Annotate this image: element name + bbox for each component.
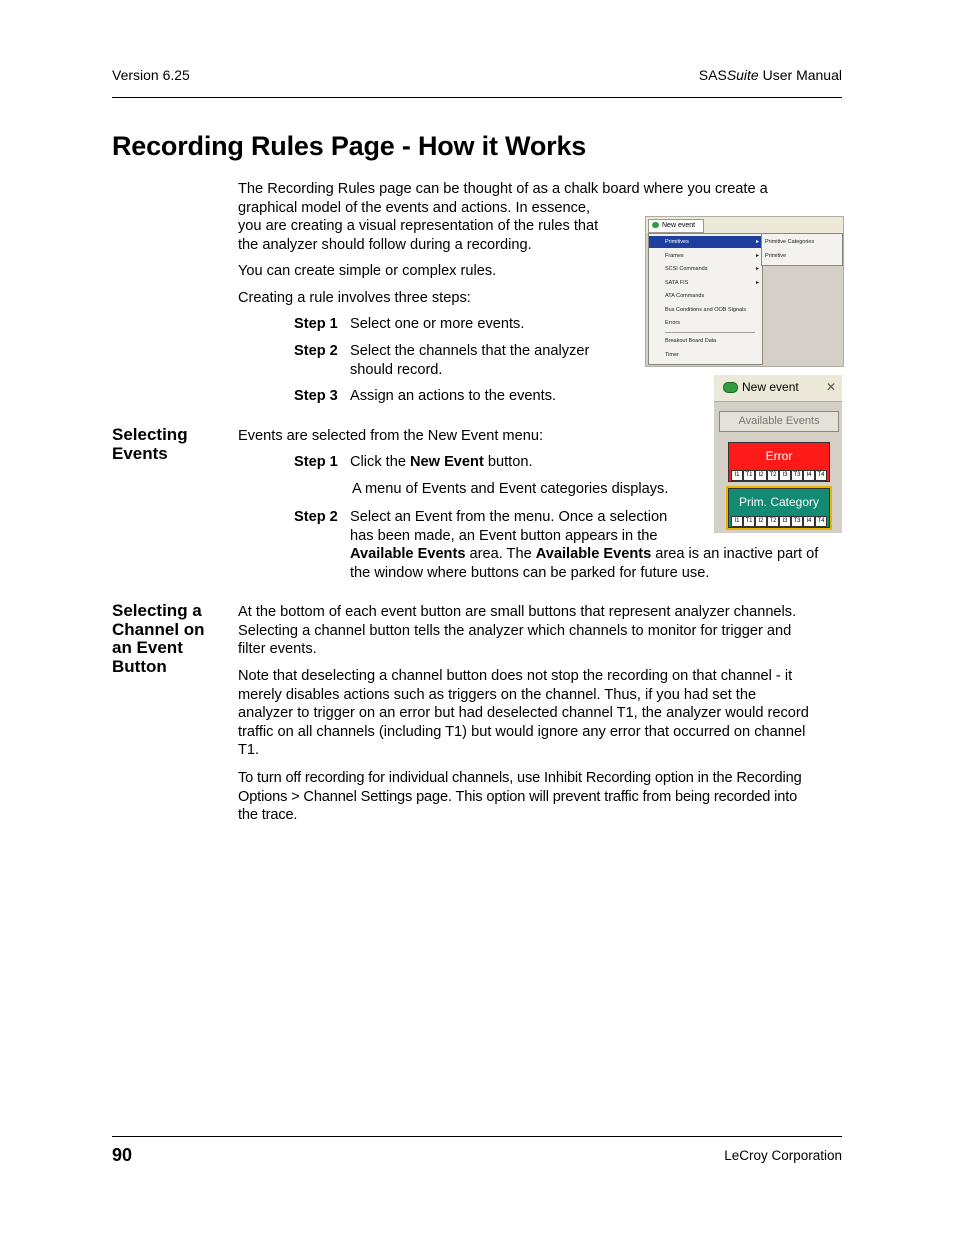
event-menu <box>648 233 763 365</box>
new-event-button[interactable]: New event <box>648 219 704 233</box>
channel-button-i2[interactable]: I2 <box>755 470 767 481</box>
submenu-item-primitive-categories[interactable]: Primitive Categories <box>765 239 815 245</box>
channel-button-t2[interactable]: T2 <box>767 516 779 527</box>
intro-paragraph-1: The Recording Rules page can be thought of as a chalk board where you create a graphical model of the events and actions. In essence, you are creating a visual representation of the rules that the analyzer should follow during a recording. <box>238 181 768 253</box>
channel-button-i1[interactable]: I1 <box>731 516 743 527</box>
channel-button-i3[interactable]: I3 <box>779 470 791 481</box>
menu-toolbar <box>646 217 843 233</box>
menu-item-bus-conditions[interactable]: Bus Conditions and OOB Signals <box>665 307 747 313</box>
menu-separator <box>665 332 755 333</box>
submenu-arrow-icon: ▸ <box>755 280 759 286</box>
header-rule <box>112 97 842 98</box>
selecting-events-intro: Events are selected from the New Event menu: <box>238 428 543 444</box>
submenu-arrow-icon: ▸ <box>755 253 759 259</box>
error-event-button[interactable]: Error I1 T1 I2 T2 I3 T3 I4 T4 <box>728 442 830 482</box>
channel-button-t1[interactable]: T1 <box>743 516 755 527</box>
channel-button-t2[interactable]: T2 <box>767 470 779 481</box>
channel-button-i4[interactable]: I4 <box>803 516 815 527</box>
header-version: Version 6.25 <box>112 67 190 83</box>
menu-item-breakout-board-data[interactable]: Breakout Board Data <box>665 338 717 344</box>
new-event-icon <box>652 222 659 228</box>
channel-button-i4[interactable]: I4 <box>803 470 815 481</box>
close-icon[interactable]: ✕ <box>826 380 837 394</box>
channel-button-t1[interactable]: T1 <box>743 470 755 481</box>
channel-button-t4[interactable]: T4 <box>815 516 827 527</box>
section-heading-selecting-channel: Selecting a Channel on an Event Button <box>112 601 205 676</box>
channel-button-i3[interactable]: I3 <box>779 516 791 527</box>
channel-button-t3[interactable]: T3 <box>791 516 803 527</box>
prim-category-event-button[interactable]: Prim. Category I1 T1 I2 T2 I3 T3 I4 T4 <box>728 488 830 528</box>
menu-item-timer[interactable]: Timer <box>665 352 679 358</box>
primitives-submenu <box>761 233 843 266</box>
page-number: 90 <box>112 1145 133 1165</box>
page-title: Recording Rules Page - How it Works <box>112 131 587 161</box>
section-heading-selecting-events: Selecting Events <box>112 425 188 463</box>
new-event-button[interactable]: New event <box>723 380 799 394</box>
menu-item-primitives[interactable]: Primitives ▸ <box>649 236 762 248</box>
selecting-events-step-1-note: A menu of Events and Event categories displays. <box>352 481 669 497</box>
menu-item-scsi-commands[interactable]: SCSI Commands ▸ <box>649 263 762 275</box>
channel-button-t3[interactable]: T3 <box>791 470 803 481</box>
submenu-arrow-icon: ▸ <box>755 239 759 245</box>
footer-rule <box>112 1136 842 1137</box>
menu-item-frames[interactable]: Frames ▸ <box>649 250 762 262</box>
menu-item-errors[interactable]: Errors <box>665 320 680 326</box>
selecting-channel-paragraph-2: Note that deselecting a channel button does not stop the recording on that channel - it merely disables actions such as triggers on the channel. Thus, if you had set the analyzer to trigger on an error but had deselected channel T1, the analyzer would record traffic on all channels (including T1) but would ignore any error that occurred on channel T1. <box>238 668 809 759</box>
header-manual-title: SASSuite User Manual <box>698 67 842 83</box>
submenu-arrow-icon: ▸ <box>755 266 759 272</box>
channel-button-t4[interactable]: T4 <box>815 470 827 481</box>
channel-buttons <box>731 470 829 480</box>
selecting-channel-paragraph-1: At the bottom of each event button are small buttons that represent analyzer channels. Selecting a channel button tells the analyzer which channels to monitor for trigger and filter events. <box>238 604 797 658</box>
new-event-icon <box>723 382 738 393</box>
intro-paragraph-3: Creating a rule involves three steps: <box>238 290 471 306</box>
menu-item-sata-fis[interactable]: SATA FIS ▸ <box>649 277 762 289</box>
event-panel-toolbar <box>714 375 842 402</box>
footer-company: LeCroy Corporation <box>724 1148 842 1163</box>
channel-button-i2[interactable]: I2 <box>755 516 767 527</box>
channel-button-i1[interactable]: I1 <box>731 470 743 481</box>
available-events-area: Available Events <box>719 411 839 432</box>
menu-item-ata-commands[interactable]: ATA Commands <box>665 293 705 299</box>
new-event-menu-screenshot <box>645 216 844 367</box>
selecting-channel-paragraph-3: To turn off recording for individual channels, use Inhibit Recording option in the Recording Options > Channel Settings page. This option will prevent traffic from being recorded into the trace. <box>238 770 802 824</box>
submenu-item-primitive[interactable]: Primitive <box>765 253 787 259</box>
intro-paragraph-2: You can create simple or complex rules. <box>238 263 497 279</box>
